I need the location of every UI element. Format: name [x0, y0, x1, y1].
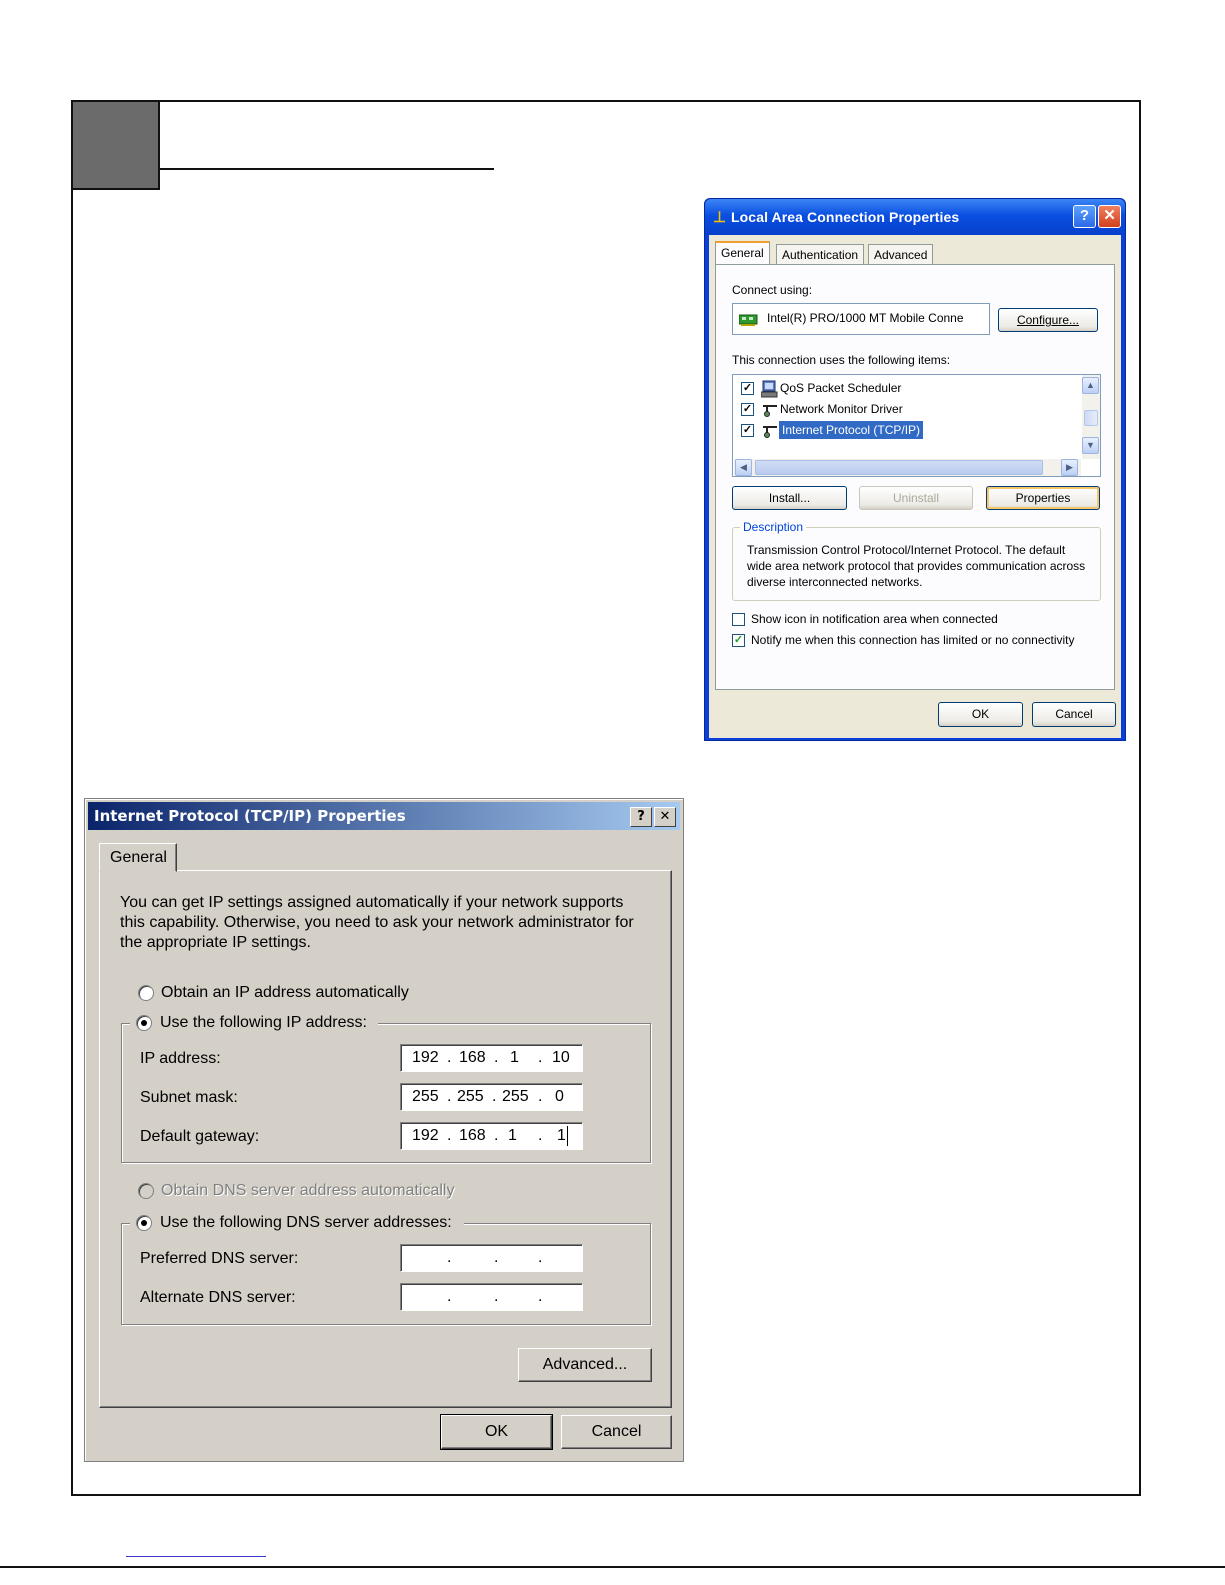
tab-advanced[interactable]: Advanced	[868, 244, 933, 264]
use-dns-radio[interactable]	[136, 1215, 152, 1231]
tcpip-dialog-title: Internet Protocol (TCP/IP) Properties	[94, 807, 406, 825]
tcpip-properties-dialog	[84, 798, 684, 1462]
close-button[interactable]: ✕	[654, 807, 676, 827]
section-marker-block	[71, 100, 160, 190]
advanced-button[interactable]	[518, 1348, 652, 1382]
vertical-scrollbar[interactable]	[1082, 375, 1100, 459]
connect-using-label: Connect using:	[732, 283, 813, 297]
obtain-dns-radio[interactable]	[138, 1183, 154, 1199]
footer-rule	[0, 1566, 1225, 1568]
gateway-dot-3: .	[538, 1127, 543, 1144]
notify-label: Notify me when this connection has limited or no connectivity	[751, 633, 1075, 647]
network-monitor-label: Network Monitor Driver	[780, 402, 903, 416]
description-group	[732, 520, 1101, 601]
tab-general[interactable]	[99, 843, 177, 872]
cancel-button[interactable]	[561, 1415, 672, 1449]
general-tab-panel	[99, 870, 672, 1408]
scheduler-icon	[761, 380, 779, 398]
advanced-button-label: Advanced...	[542, 1356, 628, 1373]
properties-button-label: Properties	[1015, 491, 1071, 505]
use-ip-radio[interactable]	[136, 1015, 152, 1031]
preferred-dot-1: .	[447, 1249, 452, 1266]
use-dns-legend	[130, 1212, 464, 1234]
ok-button-label: OK	[971, 707, 990, 721]
ip-dot-3: .	[538, 1049, 543, 1066]
scroll-left-icon[interactable]: ◀	[735, 459, 752, 476]
gateway-dot-2: .	[494, 1127, 499, 1144]
configure-button[interactable]	[998, 308, 1098, 332]
list-item-network-monitor[interactable]	[733, 400, 1073, 420]
gateway-octet-1: 192	[412, 1127, 439, 1144]
protocol-icon	[761, 424, 779, 438]
ip-octet-1: 192	[412, 1049, 439, 1066]
subnet-mask-input[interactable]	[400, 1083, 583, 1111]
preferred-dot-2: .	[494, 1249, 499, 1266]
alternate-dns-label: Alternate DNS server:	[140, 1289, 296, 1306]
gateway-octet-3: 1	[508, 1127, 517, 1144]
obtain-dns-label: Obtain DNS server address automatically	[161, 1182, 455, 1199]
alternate-dns-input[interactable]	[400, 1283, 583, 1311]
mask-octet-1: 255	[412, 1088, 439, 1105]
footer-link-underline	[126, 1556, 266, 1557]
ok-button[interactable]	[938, 702, 1023, 727]
mask-dot-2: .	[492, 1088, 497, 1105]
install-button-label: Install...	[768, 491, 811, 505]
obtain-ip-label: Obtain an IP address automatically	[161, 984, 409, 1001]
network-connection-icon: ⊥	[713, 209, 727, 226]
show-icon-checkbox[interactable]	[732, 613, 745, 626]
show-icon-label: Show icon in notification area when connected	[751, 612, 998, 626]
help-button[interactable]: ?	[630, 807, 652, 827]
scroll-right-icon[interactable]: ▶	[1061, 459, 1078, 476]
vertical-scroll-thumb[interactable]	[1084, 410, 1098, 426]
lan-dialog-body	[709, 235, 1121, 738]
ip-octet-2: 168	[459, 1049, 486, 1066]
properties-button[interactable]	[986, 486, 1100, 510]
list-item-tcpip[interactable]	[733, 420, 1073, 440]
horizontal-scroll-thumb[interactable]	[755, 460, 1043, 475]
alternate-dot-2: .	[494, 1288, 499, 1305]
cancel-button-label: Cancel	[591, 1423, 642, 1440]
preferred-dns-label: Preferred DNS server:	[140, 1250, 299, 1267]
use-ip-legend	[130, 1012, 378, 1034]
list-item-qos[interactable]	[733, 379, 1073, 399]
network-card-icon	[739, 313, 759, 327]
obtain-ip-radio[interactable]	[138, 985, 154, 1001]
mask-octet-3: 255	[502, 1088, 529, 1105]
alternate-dot-1: .	[447, 1288, 452, 1305]
use-ip-label: Use the following IP address:	[160, 1014, 367, 1031]
tcpip-dialog-titlebar[interactable]	[88, 802, 680, 830]
ip-address-input[interactable]	[400, 1044, 583, 1072]
gateway-octet-4: 1	[557, 1127, 566, 1144]
qos-checkbox[interactable]: ✓	[742, 382, 753, 394]
qos-label: QoS Packet Scheduler	[780, 381, 902, 395]
ok-button-label: OK	[484, 1423, 509, 1440]
lan-dialog-titlebar[interactable]	[705, 199, 1125, 235]
ip-dot-1: .	[447, 1049, 452, 1066]
scroll-down-icon[interactable]: ▼	[1082, 437, 1099, 454]
gateway-label: Default gateway:	[140, 1128, 260, 1145]
description-legend: Description	[740, 520, 806, 534]
lan-properties-dialog	[704, 198, 1126, 741]
tcpip-label: Internet Protocol (TCP/IP)	[779, 421, 923, 439]
install-button[interactable]	[732, 486, 847, 510]
notify-checkbox[interactable]: ✓	[733, 634, 744, 646]
ip-octet-4: 10	[552, 1049, 570, 1066]
mask-dot-3: .	[538, 1088, 543, 1105]
adapter-field	[732, 303, 990, 335]
network-driver-icon	[761, 403, 779, 417]
ip-octet-3: 1	[510, 1049, 519, 1066]
gateway-octet-2: 168	[459, 1127, 486, 1144]
subnet-mask-label: Subnet mask:	[140, 1089, 238, 1106]
tcpip-checkbox[interactable]: ✓	[742, 424, 753, 436]
cancel-button-label: Cancel	[1055, 707, 1093, 721]
gateway-dot-1: .	[447, 1127, 452, 1144]
preferred-dot-3: .	[538, 1249, 543, 1266]
items-listbox[interactable]	[732, 374, 1101, 477]
mask-octet-2: 255	[457, 1088, 484, 1105]
tab-general-label: General	[110, 849, 167, 866]
uninstall-button-label: Uninstall	[892, 491, 940, 505]
general-tab-panel	[715, 264, 1115, 690]
lan-dialog-title: Local Area Connection Properties	[731, 209, 960, 225]
alternate-dot-3: .	[538, 1288, 543, 1305]
header-rule	[158, 168, 494, 170]
gateway-input[interactable]	[400, 1122, 583, 1150]
mask-dot-1: .	[447, 1088, 452, 1105]
tab-authentication[interactable]: Authentication	[776, 244, 864, 264]
intro-text: You can get IP settings assigned automatically if your network supports this capability. Otherwise, you need to ask your network administrator for the appropriate IP settings.	[120, 894, 634, 951]
help-button[interactable]: ?	[1073, 205, 1096, 228]
close-button[interactable]: ✕	[1098, 205, 1121, 228]
cancel-button[interactable]	[1032, 702, 1116, 727]
adapter-name: Intel(R) PRO/1000 MT Mobile Conne	[767, 311, 964, 325]
description-text: Transmission Control Protocol/Internet Protocol. The default wide area network protocol that provides communication across diverse interconnected networks.	[747, 543, 1086, 589]
ip-dot-2: .	[494, 1049, 499, 1066]
configure-button-label: Configure...	[1016, 313, 1080, 327]
horizontal-scrollbar[interactable]	[734, 459, 1081, 476]
ip-address-group	[121, 1014, 651, 1163]
mask-octet-4: 0	[555, 1088, 564, 1105]
scroll-up-icon[interactable]: ▲	[1082, 377, 1099, 394]
text-cursor	[567, 1126, 568, 1146]
tab-general[interactable]: General	[715, 241, 770, 264]
ip-address-label: IP address:	[140, 1050, 221, 1067]
ok-button[interactable]	[441, 1415, 552, 1449]
network-monitor-checkbox[interactable]: ✓	[742, 403, 753, 415]
preferred-dns-input[interactable]	[400, 1244, 583, 1272]
items-label: This connection uses the following items:	[732, 353, 951, 367]
use-dns-label: Use the following DNS server addresses:	[160, 1214, 452, 1231]
uninstall-button[interactable]	[859, 486, 973, 510]
dns-group	[121, 1214, 651, 1325]
